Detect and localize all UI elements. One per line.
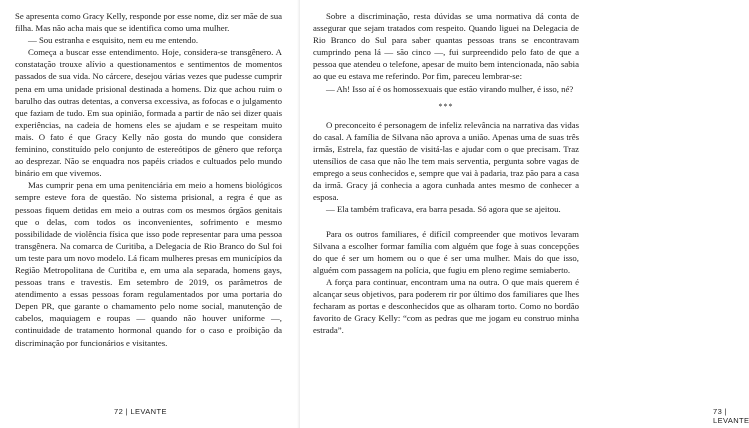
- paragraph: Mas cumprir pena em uma penitenciária em meio a homens biológicos sempre esteve fora de questão. No sistema prisional, a regra é que as pessoas fiquem detidas em meio a outras com os mesmos órgãos genitais que o delas, com todos os inconvenientes, sofrimento e mesmo possibilidade de violência física que isso pode representar para uma pessoa transgênera. Na comarca de Curitiba, a Delegacia de Rio Branco do Sul foi um teste para um novo modelo. Lá ficam mulheres presas em municípios da Região Metropolitana de Curitiba e, em uma ala separada, homens gays, pessoas trans e travestis. Em setembro de 2019, os parâmetros de atendimento a essas pessoas foram regulamentados por uma portaria do Depen PR, que garante o chamamento pelo nome social, manutenção de cabelos, maquiagem e roupas — quando não houver uniforme —, continuidade de tratamento hormonal quando for o caso e proibição da discriminação por funcionários e visitantes.: [15, 180, 282, 348]
- page-folio-right: 73 | LEVANTE: [713, 407, 749, 425]
- paragraph: Começa a buscar esse entendimento. Hoje, considera-se transgênero. A constatação trouxe alívio a questionamentos e sentimentos de momentos passados de sua vida. No cárcere, desejou várias vezes que pudesse cumprir pena em uma unidade prisional destinada a homens. Diz que achou ruim o barulho das outras detentas, a conversa excessiva, as fofocas e o julgamento que faziam de tudo. Em sua opinião, formada a partir de não sei dizer quais experiências, na cadeia de homens eles se ajudam e se respeitam muito mais. O fato é que Gracy Kelly não gosta do mundo que considera feminino, constituído pelo conjunto de estereótipos de gênero que reforça ao desprezar. Não se enquadra nos papéis criados e cultuados pelo mundo binário em que vivemos.: [15, 47, 282, 179]
- page-folio-left: 72 | LEVANTE: [114, 407, 167, 416]
- paragraph: Para os outros familiares, é difícil compreender que motivos levaram Silvana a escolher formar família com alguém que foge à suas concepções do que é ser um homem ou o que é ser uma mulher. Mais do que isso, alguém com passagem na polícia, que fugiu em pleno regime semiaberto.: [313, 228, 579, 275]
- dialogue-line: — Ela também traficava, era barra pesada. Só agora que se ajeitou.: [326, 204, 561, 215]
- paragraph: Sobre a discriminação, resta dúvidas se uma normativa dá conta de assegurar que sejam tratados com respeito. Quando liguei na Delegacia de Rio Branco do Sul para saber quantas pessoas trans se encontravam cumprindo pena lá — são cinco —, fui surpreendido pelo fato de que a pessoa que atendeu o telefone, apesar de muito bem intencionada, não sabia ao que eu estava me referindo. Por fim, pareceu lembrar-se:: [313, 11, 579, 82]
- paragraph: Se apresenta como Gracy Kelly, responde por esse nome, diz ser mãe de sua filha. Mas não acha mais que se identifica como uma mulher.: [15, 11, 282, 34]
- dialogue-line: — Ah! Isso aí é os homossexuais que estão virando mulher, é isso, né?: [326, 83, 574, 94]
- right-page-text: [313, 10, 579, 336]
- dialogue-line: — Sou estranha e esquisito, nem eu me entendo.: [28, 35, 199, 46]
- section-separator: ***: [438, 101, 454, 111]
- left-page-text: [15, 10, 282, 349]
- paragraph: O preconceito é personagem de infeliz relevância na narrativa das vidas do casal. A família de Silvana não aprova a união. Apenas uma de suas três irmãs, Estrela, faz questão de visitá-las e ajudar com o que precisam. Traz utensílios de casa que não lhe tem mais serventia, pergunta sobre vagas de emprego a seus conhecidos e, sempre que vai à padaria, traz pão para a casa da irmã. Gracy já conhecia a agora cunhada antes mesmo de conhecer a esposa.: [313, 119, 579, 203]
- left-page: [0, 0, 300, 428]
- paragraph: A força para continuar, encontram uma na outra. O que mais querem é alcançar seus objetivos, para poderem rir por último dos familiares que lhes fecharam as portas e desconhecidos que as olharam torto. Como no bordão favorito de Gracy Kelly: “com as pedras que me jogam eu construo minha estrada”.: [313, 276, 579, 336]
